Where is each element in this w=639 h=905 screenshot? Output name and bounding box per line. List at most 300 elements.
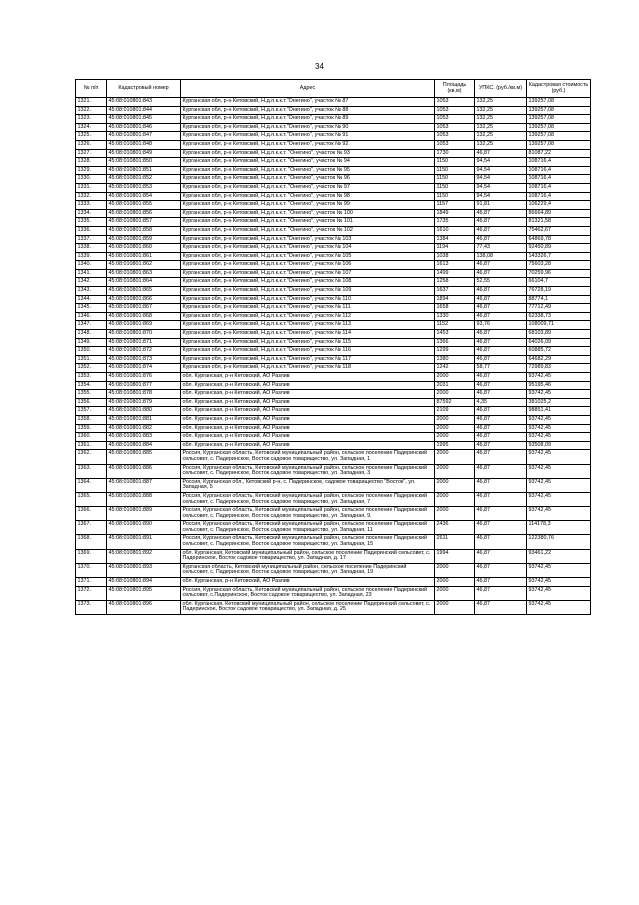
- cell-cadastral-number: 45:08:010801:895: [107, 586, 181, 600]
- cell-cadastral-number: 45:08:010801:884: [107, 441, 181, 450]
- table-row: [76, 218, 591, 227]
- cell-cadastral-number: 45:08:010801:894: [107, 578, 181, 587]
- cell-area: 1150: [435, 158, 475, 167]
- table-row: [76, 549, 591, 563]
- table-row: [76, 261, 591, 270]
- cell-address: Россия, Курганская область, Кетовский муниципальный район, сельское поселение Падеринский сельсовет, с.Падеринское, Восток садовое товарищество, ул. Западная, 23: [181, 586, 435, 600]
- table-row: [76, 201, 591, 210]
- table-row: [76, 209, 591, 218]
- table-row: [76, 226, 591, 235]
- table-row: [76, 149, 591, 158]
- cell-index: 1336.: [76, 226, 107, 235]
- cell-index: 1329.: [76, 166, 107, 175]
- cell-index: 1335.: [76, 218, 107, 227]
- cell-cadastral-number: 45:08:010801:863: [107, 269, 181, 278]
- cell-cadastral-number: 45:08:010801:851: [107, 166, 181, 175]
- cell-index: 1332.: [76, 192, 107, 201]
- cell-area: 2000: [435, 373, 475, 382]
- header-cadastral-value: Кадастровая стоимость (руб.): [527, 80, 591, 98]
- cell-cadastral-value: 93461,22: [527, 549, 591, 563]
- cell-cadastral-number: 45:08:010801:848: [107, 140, 181, 149]
- cell-index: 1341.: [76, 269, 107, 278]
- cell-area: 1658: [435, 304, 475, 313]
- cell-address: обл. Курганская, р-н Кетовский, АО Разлив: [181, 381, 435, 390]
- table-row: [76, 132, 591, 141]
- cell-area: 1053: [435, 98, 475, 107]
- cell-address: обл. Курганская, р-н Кетовский, АО Разлив: [181, 373, 435, 382]
- cell-upks: 91,81: [475, 201, 527, 210]
- cell-cadastral-value: 93742,45: [527, 464, 591, 478]
- table-row: [76, 464, 591, 478]
- cell-address: обл. Курганская, р-н Кетовский, АО Разлив: [181, 441, 435, 450]
- header-address: Адрес: [181, 80, 435, 98]
- cell-cadastral-value: 93742,45: [527, 450, 591, 464]
- cell-upks: 46,87: [475, 330, 527, 339]
- cell-upks: 46,87: [475, 507, 527, 521]
- cell-cadastral-value: 93742,45: [527, 563, 591, 577]
- cell-index: 1321.: [76, 98, 107, 107]
- cell-cadastral-value: 108716,4: [527, 175, 591, 184]
- cell-cadastral-value: 93742,45: [527, 433, 591, 442]
- cell-index: 1328.: [76, 158, 107, 167]
- cell-cadastral-number: 45:08:010801:861: [107, 252, 181, 261]
- table-row: [76, 407, 591, 416]
- cell-upks: 46,87: [475, 492, 527, 506]
- cell-address: Курганская обл, р-н Кетовский, Н.д.п.к.к.т."Онегино", участок № 104: [181, 244, 435, 253]
- cell-cadastral-number: 45:08:010801:889: [107, 507, 181, 521]
- cell-area: 1637: [435, 287, 475, 296]
- cell-address: Курганская обл, р-н Кетовский, Н.д.п.к.к.т."Онегино", участок № 114: [181, 330, 435, 339]
- cell-area: 1330: [435, 312, 475, 321]
- cell-area: 2000: [435, 390, 475, 399]
- cell-address: Курганская обл, р-н Кетовский, Н.д.п.к.к.т."Онегино", участок № 105: [181, 252, 435, 261]
- cell-address: Курганская обл, р-н Кетовский, Н.д.п.к.к.т."Онегино", участок № 116: [181, 347, 435, 356]
- cell-address: Курганская обл, р-н Кетовский, Н.д.п.к.к.т. "Онегино", участок № 96: [181, 175, 435, 184]
- table-row: [76, 106, 591, 115]
- cell-address: Россия, Курганская обл., Кетовский р-н, с. Падеринское, садовое товарищество "Восток", ул. Западная, 5: [181, 478, 435, 492]
- cell-cadastral-value: 77712,49: [527, 304, 591, 313]
- cell-upks: 46,87: [475, 424, 527, 433]
- cell-cadastral-number: 45:08:010801:864: [107, 278, 181, 287]
- cell-address: Курганская обл, р-н Кетовский, Н.д.п.к.к.т."Онегино", участок № 106: [181, 261, 435, 270]
- cell-address: обл. Курганская, Кетовский муниципальный район, сельское поселение Падеринский сельсовет, с. Падеринское, Восток садовое товарищество, ул. Западная, д. 25: [181, 600, 435, 614]
- cell-cadastral-value: 106229,4: [527, 201, 591, 210]
- cell-index: 1331.: [76, 183, 107, 192]
- table-row: [76, 521, 591, 535]
- cell-upks: 46,87: [475, 450, 527, 464]
- cell-index: 1355.: [76, 390, 107, 399]
- cell-area: 2109: [435, 407, 475, 416]
- cell-cadastral-value: 114178,3: [527, 521, 591, 535]
- table-row: [76, 535, 591, 549]
- cell-cadastral-number: 45:08:010801:872: [107, 347, 181, 356]
- table-row: [76, 586, 591, 600]
- cell-cadastral-value: 139257,08: [527, 106, 591, 115]
- table-row: [76, 295, 591, 304]
- cell-index: 1369.: [76, 549, 107, 563]
- table-row: [76, 450, 591, 464]
- cell-area: 2000: [435, 415, 475, 424]
- cell-address: Курганская обл, р-н Кетовский, Н.д.п.к.к.т. "Онегино", участок № 101: [181, 218, 435, 227]
- cell-address: Курганская обл, р-н Кетовский, Н.д.п.к.к.т."Онегино", участок № 103: [181, 235, 435, 244]
- cell-index: 1344.: [76, 295, 107, 304]
- cell-cadastral-value: 122380,76: [527, 535, 591, 549]
- cell-upks: 46,87: [475, 209, 527, 218]
- cell-index: 1360.: [76, 433, 107, 442]
- cell-cadastral-number: 45:08:010801:852: [107, 175, 181, 184]
- cell-index: 1327.: [76, 149, 107, 158]
- cell-address: Курганская обл, р-н Кетовский, Н.д.п.к.к.т."Онегино", участок № 87: [181, 98, 435, 107]
- cell-area: 1150: [435, 175, 475, 184]
- table-row: [76, 563, 591, 577]
- table-row: [76, 492, 591, 506]
- cell-index: 1368.: [76, 535, 107, 549]
- cell-area: 2000: [435, 433, 475, 442]
- cell-area: 1610: [435, 226, 475, 235]
- cell-upks: 46,87: [475, 295, 527, 304]
- cell-index: 1323.: [76, 115, 107, 124]
- cell-cadastral-value: 93508,09: [527, 441, 591, 450]
- cell-address: обл. Курганская, р-н Кетовский, АО Разлив: [181, 578, 435, 587]
- cell-cadastral-number: 45:08:010801:846: [107, 123, 181, 132]
- cell-upks: 46,87: [475, 373, 527, 382]
- cell-cadastral-value: 60885,72: [527, 347, 591, 356]
- cell-area: 1994: [435, 549, 475, 563]
- table-row: [76, 578, 591, 587]
- table-row: [76, 347, 591, 356]
- header-index: № п/п: [76, 80, 107, 98]
- cell-cadastral-value: 139257,08: [527, 98, 591, 107]
- cell-area: 1194: [435, 244, 475, 253]
- cell-upks: 132,25: [475, 115, 527, 124]
- cell-cadastral-number: 45:08:010801:847: [107, 132, 181, 141]
- cell-cadastral-number: 45:08:010801:853: [107, 183, 181, 192]
- table-row: [76, 433, 591, 442]
- cell-address: Курганская обл, р-н Кетовский, Н.д.п.к.к.т."Онегино", участок № 115: [181, 338, 435, 347]
- cell-cadastral-number: 45:08:010801:876: [107, 373, 181, 382]
- table-row: [76, 478, 591, 492]
- cell-upks: 46,87: [475, 407, 527, 416]
- cell-upks: 46,87: [475, 312, 527, 321]
- cell-area: 1299: [435, 347, 475, 356]
- cell-index: 1326.: [76, 140, 107, 149]
- cell-index: 1350.: [76, 347, 107, 356]
- cell-cadastral-value: 108716,4: [527, 158, 591, 167]
- cell-address: Курганская обл, р-н Кетовский, Н.д.п.к.к.т. "Онегино", участок № 102: [181, 226, 435, 235]
- cell-upks: 46,87: [475, 600, 527, 614]
- cell-upks: 132,25: [475, 140, 527, 149]
- cell-address: обл. Курганская, р-н Кетовский, АО Разлив: [181, 390, 435, 399]
- cell-area: 1150: [435, 192, 475, 201]
- cell-area: 1152: [435, 321, 475, 330]
- cell-cadastral-value: 139257,08: [527, 132, 591, 141]
- cell-address: обл. Курганская, р-н Кетовский, АО Разлив: [181, 424, 435, 433]
- cell-upks: 46,87: [475, 464, 527, 478]
- table-row: [76, 235, 591, 244]
- cell-upks: 94,54: [475, 183, 527, 192]
- cell-cadastral-value: 62338,73: [527, 312, 591, 321]
- cell-index: 1339.: [76, 252, 107, 261]
- table-row: [76, 312, 591, 321]
- cell-cadastral-value: 64869,78: [527, 235, 591, 244]
- cell-index: 1367.: [76, 521, 107, 535]
- cell-address: Курганская обл, р-н Кетовский, Н.д.п.к.к.т. "Онегино", участок № 99: [181, 201, 435, 210]
- cell-index: 1346.: [76, 312, 107, 321]
- table-row: [76, 252, 591, 261]
- cell-cadastral-number: 45:08:010801:880: [107, 407, 181, 416]
- cell-cadastral-value: 68103,89: [527, 330, 591, 339]
- cell-upks: 46,87: [475, 441, 527, 450]
- cell-cadastral-number: 45:08:010801:855: [107, 201, 181, 210]
- cell-area: 1499: [435, 269, 475, 278]
- cell-cadastral-value: 81321,58: [527, 218, 591, 227]
- table-row: [76, 398, 591, 407]
- table-row: [76, 364, 591, 373]
- table-row: [76, 115, 591, 124]
- table-row: [76, 600, 591, 614]
- cell-area: 2000: [435, 478, 475, 492]
- cell-index: 1338.: [76, 244, 107, 253]
- cell-address: Курганская обл, р-н Кетовский, Н.д.п.к.к.т."Онегино", участок № 118: [181, 364, 435, 373]
- cell-area: 1849: [435, 209, 475, 218]
- cell-area: 1053: [435, 132, 475, 141]
- cell-address: Курганская обл, р-н Кетовский, Н.д.п.к.к.т."Онегино", участок № 111: [181, 304, 435, 313]
- cell-cadastral-number: 45:08:010801:854: [107, 192, 181, 201]
- cell-cadastral-value: 93742,45: [527, 507, 591, 521]
- table-row: [76, 192, 591, 201]
- cell-cadastral-value: 93742,45: [527, 424, 591, 433]
- cell-area: 1242: [435, 364, 475, 373]
- cell-address: Курганская область, Кетовский муниципальный район, сельское поселение Падеринский сельсовет, с. Падеринское, Восток садовое товарищество, ул. Западная, 19: [181, 563, 435, 577]
- cell-address: Курганская обл, р-н Кетовский, Н.д.п.к.к.т. "Онегино", участок № 95: [181, 166, 435, 175]
- cell-address: Россия, Курганская область, Кетовский муниципальный район, сельское поселение Падеринский сельсовет, с. Падеринское, Восток садовое товарищество, ул. Западная, 9.: [181, 507, 435, 521]
- cell-area: 2000: [435, 424, 475, 433]
- cell-address: Курганская обл, р-н Кетовский, Н.д.п.к.к.т."Онегино", участок № 91: [181, 132, 435, 141]
- cell-upks: 77,43: [475, 244, 527, 253]
- cell-address: Россия, Курганская область, Кетовский муниципальный район, сельское поселение Падеринский сельсовет, с. Падеринское, Восток садовое товарищество, ул. Западная, 1: [181, 450, 435, 464]
- cell-index: 1334.: [76, 209, 107, 218]
- cell-index: 1333.: [76, 201, 107, 210]
- table-row: [76, 304, 591, 313]
- cell-address: Курганская обл, р-н Кетовский, Н.д.п.к.к.т."Онегино", участок № 112: [181, 312, 435, 321]
- cell-index: 1324.: [76, 123, 107, 132]
- cell-upks: 93,76: [475, 321, 527, 330]
- cell-area: 1735: [435, 218, 475, 227]
- cell-index: 1357.: [76, 407, 107, 416]
- cell-cadastral-number: 45:08:010801:890: [107, 521, 181, 535]
- cell-cadastral-number: 45:08:010801:859: [107, 235, 181, 244]
- cell-cadastral-value: 93742,45: [527, 373, 591, 382]
- table-row: [76, 355, 591, 364]
- cell-cadastral-number: 45:08:010801:871: [107, 338, 181, 347]
- cell-area: 1384: [435, 235, 475, 244]
- cell-area: 1258: [435, 278, 475, 287]
- cell-address: обл. Курганская, Кетовский муниципальный район, сельское поселение Падеринский сельсовет, с. Падеринское, Восток садовое товарищество, ул. Западная, д. 17: [181, 549, 435, 563]
- cell-cadastral-value: 95195,46: [527, 381, 591, 390]
- cell-area: 1157: [435, 201, 475, 210]
- cell-index: 1330.: [76, 175, 107, 184]
- cell-area: 1730: [435, 149, 475, 158]
- cell-area: 1038: [435, 252, 475, 261]
- cell-cadastral-value: 64026,09: [527, 338, 591, 347]
- cadastral-table: [75, 79, 591, 615]
- cell-cadastral-value: 75462,67: [527, 226, 591, 235]
- cell-cadastral-value: 93742,45: [527, 478, 591, 492]
- cell-area: 2436: [435, 521, 475, 535]
- cell-cadastral-value: 88774,1: [527, 295, 591, 304]
- cell-cadastral-number: 45:08:010801:896: [107, 600, 181, 614]
- cell-upks: 46,87: [475, 415, 527, 424]
- cell-cadastral-number: 45:08:010801:866: [107, 295, 181, 304]
- cell-cadastral-number: 45:08:010801:883: [107, 433, 181, 442]
- cell-upks: 46,87: [475, 304, 527, 313]
- cell-upks: 46,87: [475, 261, 527, 270]
- cell-area: 1053: [435, 115, 475, 124]
- cell-area: 1053: [435, 106, 475, 115]
- cell-area: 2000: [435, 586, 475, 600]
- cell-upks: 46,87: [475, 478, 527, 492]
- cell-cadastral-value: 98851,41: [527, 407, 591, 416]
- table-row: [76, 175, 591, 184]
- table-row: [76, 287, 591, 296]
- cell-upks: 52,55: [475, 278, 527, 287]
- cell-index: 1373.: [76, 600, 107, 614]
- cell-cadastral-value: 81087,22: [527, 149, 591, 158]
- cell-area: 2000: [435, 450, 475, 464]
- cell-cadastral-value: 139257,08: [527, 123, 591, 132]
- cell-address: обл. Курганская, р-н Кетовский, АО Разлив: [181, 433, 435, 442]
- cell-address: Курганская обл, р-н Кетовский, Н.д.п.к.к.т. "Онегино", участок № 98: [181, 192, 435, 201]
- cell-cadastral-value: 93742,45: [527, 415, 591, 424]
- cell-cadastral-value: 86664,89: [527, 209, 591, 218]
- cell-upks: 46,87: [475, 535, 527, 549]
- cell-cadastral-number: 45:08:010801:893: [107, 563, 181, 577]
- cell-cadastral-number: 45:08:010801:879: [107, 398, 181, 407]
- cell-upks: 138,08: [475, 252, 527, 261]
- cell-area: 1053: [435, 123, 475, 132]
- cell-index: 1342.: [76, 278, 107, 287]
- cell-cadastral-number: 45:08:010801:865: [107, 287, 181, 296]
- cell-cadastral-number: 45:08:010801:857: [107, 218, 181, 227]
- header-upks: УПКС. (руб./кв.м): [475, 80, 527, 98]
- cell-cadastral-value: 108716,4: [527, 192, 591, 201]
- cell-cadastral-number: 45:08:010801:892: [107, 549, 181, 563]
- cell-cadastral-number: 45:08:010801:878: [107, 390, 181, 399]
- cell-cadastral-number: 45:08:010801:860: [107, 244, 181, 253]
- cell-cadastral-value: 72989,83: [527, 364, 591, 373]
- cell-index: 1353.: [76, 373, 107, 382]
- cell-upks: 46,87: [475, 226, 527, 235]
- cell-address: Курганская обл, р-н Кетовский, Н.д.п.к.к.т."Онегино", участок № 90: [181, 123, 435, 132]
- cell-upks: 132,25: [475, 123, 527, 132]
- cell-cadastral-number: 45:08:010801:862: [107, 261, 181, 270]
- cell-area: 1380: [435, 355, 475, 364]
- cell-upks: 46,87: [475, 521, 527, 535]
- cell-cadastral-value: 75603,28: [527, 261, 591, 270]
- cell-area: 1150: [435, 183, 475, 192]
- cell-area: 2000: [435, 464, 475, 478]
- cell-area: 2000: [435, 578, 475, 587]
- cell-upks: 46,87: [475, 338, 527, 347]
- cell-upks: 46,87: [475, 235, 527, 244]
- cell-cadastral-value: 139257,08: [527, 115, 591, 124]
- cell-cadastral-value: 70259,96: [527, 269, 591, 278]
- cell-cadastral-value: 64682,29: [527, 355, 591, 364]
- cell-cadastral-number: 45:08:010801:873: [107, 355, 181, 364]
- cell-index: 1337.: [76, 235, 107, 244]
- page-number: 34: [315, 62, 324, 71]
- cell-cadastral-value: 108716,4: [527, 166, 591, 175]
- cell-index: 1365.: [76, 492, 107, 506]
- table-row: [76, 123, 591, 132]
- cell-address: Курганская обл, р-н Кетовский, Н.д.п.к.к.т. "Онегино", участок № 93: [181, 149, 435, 158]
- cell-upks: 46,87: [475, 586, 527, 600]
- cell-index: 1325.: [76, 132, 107, 141]
- cell-index: 1372.: [76, 586, 107, 600]
- cell-index: 1347.: [76, 321, 107, 330]
- cell-address: Курганская обл, р-н Кетовский, Н.д.п.к.к.т. "Онегино", участок № 100: [181, 209, 435, 218]
- cell-cadastral-number: 45:08:010801:858: [107, 226, 181, 235]
- cell-cadastral-number: 45:08:010801:885: [107, 450, 181, 464]
- cell-index: 1345.: [76, 304, 107, 313]
- cell-address: Курганская обл, р-н Кетовский, Н.д.п.к.к.т. "Онегино", участок № 97: [181, 183, 435, 192]
- table-row: [76, 140, 591, 149]
- cell-area: 1894: [435, 295, 475, 304]
- cell-index: 1370.: [76, 563, 107, 577]
- cell-cadastral-number: 45:08:010801:887: [107, 478, 181, 492]
- cell-area: 87592: [435, 398, 475, 407]
- cell-cadastral-number: 45:08:010801:882: [107, 424, 181, 433]
- table-row: [76, 278, 591, 287]
- cell-cadastral-number: 45:08:010801:886: [107, 464, 181, 478]
- cell-cadastral-number: 45:08:010801:849: [107, 149, 181, 158]
- cell-cadastral-number: 45:08:010801:881: [107, 415, 181, 424]
- cell-upks: 94,54: [475, 158, 527, 167]
- table-row: [76, 183, 591, 192]
- cell-area: 1613: [435, 261, 475, 270]
- cell-area: 1053: [435, 140, 475, 149]
- cell-address: Курганская обл, р-н Кетовский, Н.д.п.к.к.т."Онегино", участок № 113: [181, 321, 435, 330]
- table-row: [76, 415, 591, 424]
- cell-cadastral-number: 45:08:010801:891: [107, 535, 181, 549]
- cell-cadastral-number: 45:08:010801:845: [107, 115, 181, 124]
- cell-index: 1352.: [76, 364, 107, 373]
- cell-cadastral-value: 143326,7: [527, 252, 591, 261]
- table-row: [76, 158, 591, 167]
- cell-cadastral-number: 45:08:010801:844: [107, 106, 181, 115]
- cell-upks: 46,87: [475, 355, 527, 364]
- cell-address: Курганская обл, р-н Кетовский, Н.д.п.к.к.т."Онегино", участок № 110: [181, 295, 435, 304]
- table-header-row: [76, 80, 591, 98]
- cell-index: 1371.: [76, 578, 107, 587]
- cell-cadastral-value: 108009,71: [527, 321, 591, 330]
- cell-upks: 4,35: [475, 398, 527, 407]
- cell-area: 1995: [435, 441, 475, 450]
- cell-index: 1348.: [76, 330, 107, 339]
- table-row: [76, 507, 591, 521]
- cell-cadastral-value: 93742,45: [527, 390, 591, 399]
- table-row: [76, 381, 591, 390]
- cell-address: обл. Курганская, р-н Кетовский, АО Разлив: [181, 415, 435, 424]
- cell-index: 1351.: [76, 355, 107, 364]
- cell-address: Россия, Курганская область, Кетовский муниципальный район, сельское поселение Падеринский сельсовет, с. Падеринское, Восток садовое товарищество, ул. Западная, 3: [181, 464, 435, 478]
- cell-address: Курганская обл, р-н Кетовский, Н.д.п.к.к.т."Онегино", участок № 89: [181, 115, 435, 124]
- cell-cadastral-value: 93742,45: [527, 492, 591, 506]
- cell-cadastral-number: 45:08:010801:877: [107, 381, 181, 390]
- header-cadastral-number: Кадастровый номер: [107, 80, 181, 98]
- cell-upks: 46,87: [475, 269, 527, 278]
- cell-address: Россия, Курганская область, Кетовский муниципальный район, сельское поселение Падеринский сельсовет, с. Падеринское, Восток садовое товарищество, ул. Западная, 15: [181, 535, 435, 549]
